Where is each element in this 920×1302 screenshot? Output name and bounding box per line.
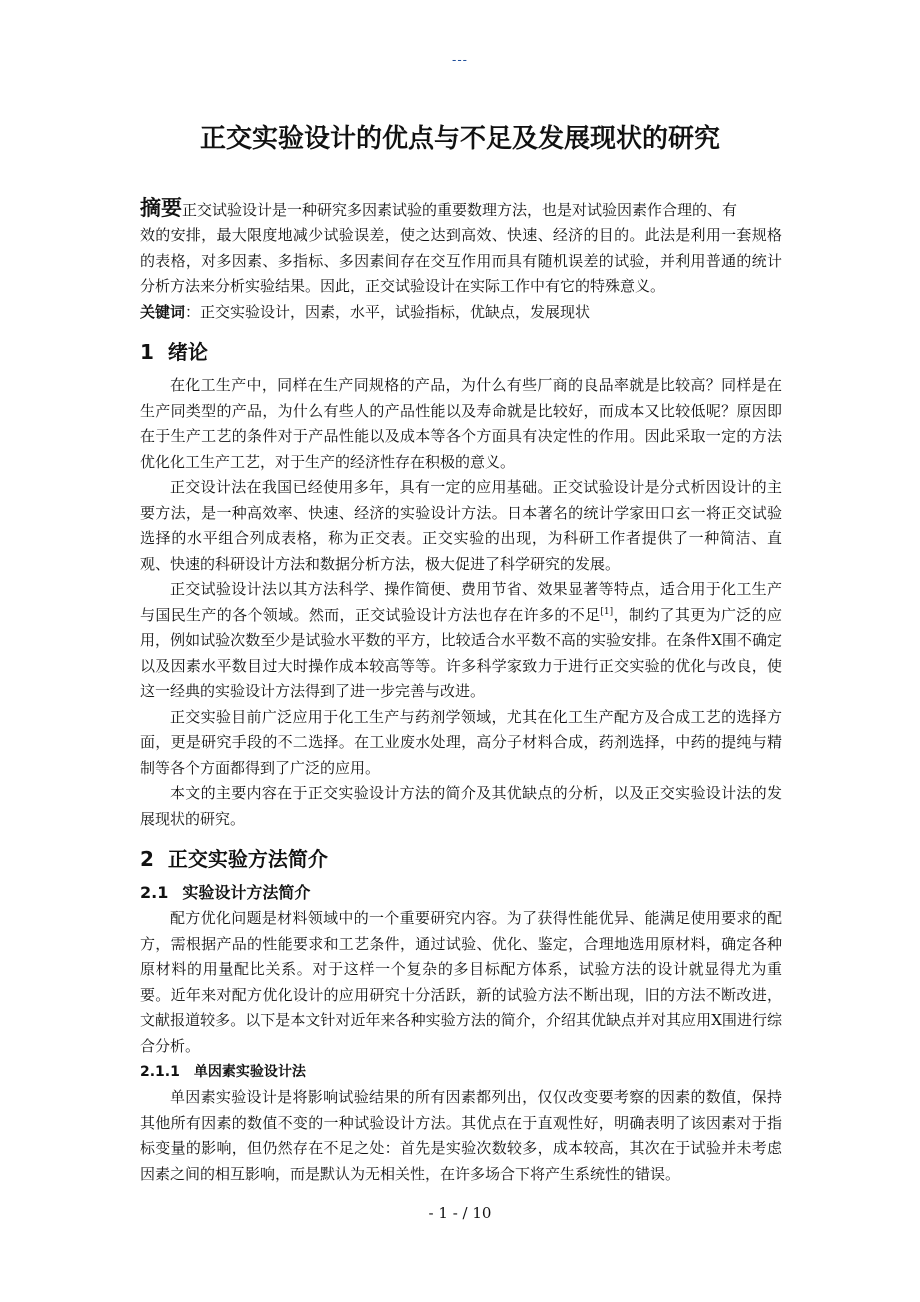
section-1-heading (140, 337, 782, 367)
subsection-2-1-1-number: 2.1.1 (140, 1064, 180, 1080)
subsection-2-1-1-heading (140, 1059, 782, 1085)
keywords-label: 关键词 (140, 302, 186, 321)
keywords (140, 300, 782, 326)
abstract-text-rest: 效的安排，最大限度地减少试验误差，使之达到高效、快速、经济的目的。此法是利用一套规格的表格，对多因素、多指标、多因素间存在交互作用而具有随机误差的试验，并利用普通的统计分析方法来分析实验结果。因此，正交试验设计在实际工作中有它的特殊意义。 (140, 226, 782, 295)
subsection-2-1-paragraph: 配方优化问题是材料领域中的一个重要研究内容。为了获得性能优异、能满足使用要求的配方，需根据产品的性能要求和工艺条件，通过试验、优化、鉴定，合理地选用原材料，确定各种原材料的用量配比关系。对于这样一个复杂的多目标配方体系，试验方法的设计就显得尤为重要。近年来对配方优化设计的应用研究十分活跃，新的试验方法不断出现，旧的方法不断改进，文献报道较多。以下是本文针对近年来各种实验方法的简介，介绍其优缺点并对其应用X围进行综合分析。 (140, 909, 782, 1055)
section-2-title: 正交实验方法简介 (167, 847, 328, 871)
abstract-text: 正交试验设计是一种研究多因素试验的重要数理方法，也是对试验因素作合理的、有 (182, 201, 738, 219)
subsection-2-1-title: 实验设计方法简介 (182, 883, 311, 902)
subsection-2-1-1-title: 单因素实验设计法 (193, 1064, 306, 1080)
paragraph-text: ，制约了其更为广泛的应用，例如试验次数至少是试验水平数的平方，比较适合水平数不高的实验安排。在条件X围不确定以及因素水平数目过大时操作成本较高等等。许多科学家致力于进行正交实验的优化与改良，使这一经典的实验设计方法得到了进一步完善与改进。 (140, 605, 782, 700)
section-2-heading (140, 844, 782, 874)
keywords-colon: ： (185, 302, 201, 321)
section-1-paragraph: 正交实验目前广泛应用于化工生产与药剂学领域，尤其在化工生产配方及合成工艺的选择方面，更是研究手段的不二选择。在工业废水处理，高分子材料合成，药剂选择，中药的提纯与精制等各个方面都得到了广泛的应用。 (140, 707, 782, 777)
page-number: - 1 - / 10 (428, 1204, 492, 1222)
section-2-number: 2 (140, 847, 154, 871)
section-1-paragraph: 本文的主要内容在于正交实验设计方法的简介及其优缺点的分析，以及正交实验设计法的发展现状的研究。 (140, 784, 782, 828)
section-1-number: 1 (140, 340, 154, 364)
subsection-2-1-number: 2.1 (140, 883, 169, 902)
abstract-label: 摘要 (140, 196, 182, 220)
paragraph-text: 正交试验设计法以其方法科学、操作简便、费用节省、效果显著等特点，适合用于化工生产与国民生产的各个领域。然而，正交试验设计方法也存在许多的不足 (140, 580, 782, 624)
section-1-paragraph: 在化工生产中，同样在生产同规格的产品，为什么有些厂商的良品率就是比较高？同样是在生产同类型的产品，为什么有些人的产品性能以及寿命就是比较好，而成本又比较低呢？原因即在于生产工艺的条件对于产品性能以及成本等各个方面具有决定性的作用。因此采取一定的方法优化化工生产工艺，对于生产的经济性存在积极的意义。 (140, 376, 782, 471)
document-body (140, 190, 782, 1187)
section-1-paragraph (140, 577, 782, 705)
keywords-text: 正交实验设计，因素，水平，试验指标，优缺点，发展现状 (200, 302, 591, 321)
header-mark: --- (452, 52, 468, 67)
page-title: 正交实验设计的优点与不足及发展现状的研究 (199, 124, 720, 154)
citation-ref: [1] (600, 606, 614, 617)
subsection-2-1-1-paragraph: 单因素实验设计是将影响试验结果的所有因素都列出，仅仅改变要考察的因素的数值，保持其他所有因素的数值不变的一种试验设计方法。其优点在于直观性好，明确表明了该因素对于指标变量的影响，但仍然存在不足之处：首先是实验次数较多，成本较高，其次在于试验并未考虑因素之间的相互影响，而是默认为无相关性，在许多场合下将产生系统性的错误。 (140, 1088, 782, 1183)
section-1-paragraph: 正交设计法在我国已经使用多年，具有一定的应用基础。正交试验设计是分式析因设计的主要方法，是一种高效率、快速、经济的实验设计方法。日本著名的统计学家田口玄一将正交试验选择的水平组合列成表格，称为正交表。正交实验的出现，为科研工作者提供了一种简洁、直观、快速的科研设计方法和数据分析方法，极大促进了科学研究的发展。 (140, 478, 782, 573)
subsection-2-1-heading (140, 880, 782, 906)
section-1-title: 绪论 (167, 340, 208, 364)
